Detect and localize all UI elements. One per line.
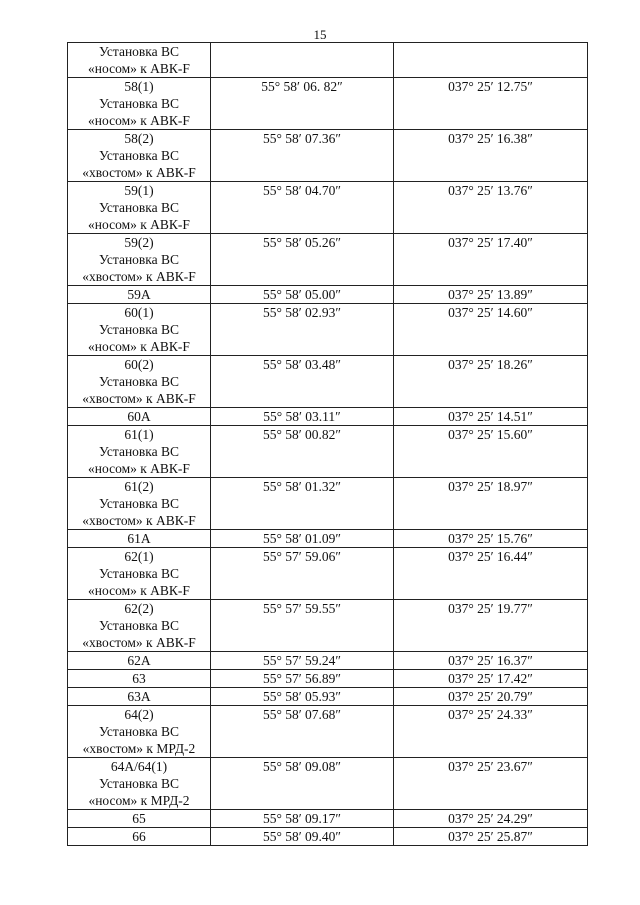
point-cell [68,130,211,182]
longitude-cell: 037° 25′ 19.77″ [394,600,588,652]
longitude-cell: 037° 25′ 24.33″ [394,706,588,758]
latitude-cell: 55° 57′ 56.89″ [211,670,394,688]
longitude-cell: 037° 25′ 17.40″ [394,234,588,286]
table-row [68,43,588,78]
point-cell [68,286,211,304]
point-cell [68,810,211,828]
point-label-line: 60(1) [124,305,154,320]
table-row [68,548,588,600]
point-label-line: Установка ВС [98,374,180,389]
latitude-cell: 55° 58′ 06. 82″ [211,78,394,130]
longitude-cell: 037° 25′ 16.44″ [394,548,588,600]
point-label-line: 65 [132,811,146,826]
longitude-cell: 037° 25′ 15.76″ [394,530,588,548]
table-row [68,706,588,758]
latitude-cell [211,43,394,78]
longitude-cell: 037° 25′ 14.60″ [394,304,588,356]
point-cell [68,530,211,548]
point-cell [68,43,211,78]
longitude-cell: 037° 25′ 18.26″ [394,356,588,408]
point-label-line: Установка ВС [98,322,180,337]
latitude-cell: 55° 58′ 01.09″ [211,530,394,548]
point-label-line: 64А/64(1) [110,759,168,774]
latitude-cell: 55° 57′ 59.24″ [211,652,394,670]
point-label-line: «хвостом» к АВК-F [82,269,196,284]
latitude-cell: 55° 57′ 59.55″ [211,600,394,652]
longitude-cell: 037° 25′ 16.38″ [394,130,588,182]
point-label-line: 60А [127,409,151,424]
table-row [68,304,588,356]
table-row [68,600,588,652]
longitude-cell: 037° 25′ 13.89″ [394,286,588,304]
point-label-line: Установка ВС [98,618,180,633]
point-cell [68,426,211,478]
point-label-line: 62(1) [124,549,154,564]
point-cell [68,408,211,426]
point-cell [68,182,211,234]
longitude-cell [394,43,588,78]
point-cell [68,478,211,530]
point-label-line: 64(2) [124,707,154,722]
longitude-cell: 037° 25′ 20.79″ [394,688,588,706]
point-label-line: «носом» к МРД-2 [88,793,190,808]
point-label-line: «носом» к АВК-F [88,583,190,598]
table-row [68,670,588,688]
point-label-line: 59(1) [124,183,154,198]
latitude-cell: 55° 57′ 59.06″ [211,548,394,600]
point-label-line: Установка ВС [98,252,180,267]
latitude-cell: 55° 58′ 09.40″ [211,828,394,846]
point-cell [68,548,211,600]
longitude-cell: 037° 25′ 13.76″ [394,182,588,234]
point-label-line: «хвостом» к АВК-F [82,513,196,528]
point-label-line: «носом» к АВК-F [88,339,190,354]
point-label-line: «носом» к АВК-F [88,461,190,476]
point-label-line: «носом» к АВК-F [88,217,190,232]
coordinates-table [67,42,588,846]
point-label-line: 61(2) [124,479,154,494]
latitude-cell: 55° 58′ 05.00″ [211,286,394,304]
point-label-line: 62(2) [124,601,154,616]
point-label-line: «хвостом» к АВК-F [82,635,196,650]
latitude-cell: 55° 58′ 05.93″ [211,688,394,706]
table-row [68,286,588,304]
latitude-cell: 55° 58′ 04.70″ [211,182,394,234]
latitude-cell: 55° 58′ 00.82″ [211,426,394,478]
table-row [68,478,588,530]
latitude-cell: 55° 58′ 09.17″ [211,810,394,828]
table-row [68,426,588,478]
page-number: 15 [313,27,327,42]
longitude-cell: 037° 25′ 25.87″ [394,828,588,846]
table-row [68,758,588,810]
longitude-cell: 037° 25′ 18.97″ [394,478,588,530]
point-label-line: «хвостом» к МРД-2 [82,741,196,756]
longitude-cell: 037° 25′ 23.67″ [394,758,588,810]
point-label-line: Установка ВС [98,496,180,511]
point-label-line: 58(1) [124,79,154,94]
table-row [68,78,588,130]
point-label-line: Установка ВС [98,44,180,59]
table-row [68,810,588,828]
point-label-line: 62А [127,653,151,668]
point-label-line: 63А [127,689,151,704]
point-cell [68,688,211,706]
point-label-line: Установка ВС [98,148,180,163]
point-label-line: «хвостом» к АВК-F [82,391,196,406]
longitude-cell: 037° 25′ 12.75″ [394,78,588,130]
point-cell [68,706,211,758]
table-row [68,652,588,670]
point-cell [68,758,211,810]
table-row [68,828,588,846]
point-cell [68,304,211,356]
point-cell [68,356,211,408]
table-row [68,408,588,426]
table-row [68,356,588,408]
point-label-line: 60(2) [124,357,154,372]
point-label-line: «хвостом» к АВК-F [82,165,196,180]
latitude-cell: 55° 58′ 05.26″ [211,234,394,286]
table-row [68,130,588,182]
longitude-cell: 037° 25′ 24.29″ [394,810,588,828]
latitude-cell: 55° 58′ 03.11″ [211,408,394,426]
point-label-line: 66 [132,829,146,844]
table-row [68,182,588,234]
table-row [68,688,588,706]
point-label-line: 61А [127,531,151,546]
point-cell [68,652,211,670]
point-cell [68,828,211,846]
point-cell [68,78,211,130]
longitude-cell: 037° 25′ 14.51″ [394,408,588,426]
point-label-line: 59А [127,287,151,302]
point-label-line: 63 [132,671,146,686]
point-label-line: Установка ВС [98,96,180,111]
point-label-line: 58(2) [124,131,154,146]
point-cell [68,670,211,688]
latitude-cell: 55° 58′ 03.48″ [211,356,394,408]
point-cell [68,600,211,652]
latitude-cell: 55° 58′ 07.36″ [211,130,394,182]
point-label-line: Установка ВС [98,200,180,215]
point-label-line: 59(2) [124,235,154,250]
point-label-line: «носом» к АВК-F [88,113,190,128]
latitude-cell: 55° 58′ 07.68″ [211,706,394,758]
longitude-cell: 037° 25′ 16.37″ [394,652,588,670]
coordinates-table-body [68,43,588,846]
table-row [68,530,588,548]
point-label-line: 61(1) [124,427,154,442]
longitude-cell: 037° 25′ 17.42″ [394,670,588,688]
point-label-line: Установка ВС [98,724,180,739]
point-cell [68,234,211,286]
latitude-cell: 55° 58′ 02.93″ [211,304,394,356]
point-label-line: Установка ВС [98,776,180,791]
longitude-cell: 037° 25′ 15.60″ [394,426,588,478]
point-label-line: Установка ВС [98,566,180,581]
latitude-cell: 55° 58′ 09.08″ [211,758,394,810]
latitude-cell: 55° 58′ 01.32″ [211,478,394,530]
point-label-line: Установка ВС [98,444,180,459]
point-label-line: «носом» к АВК-F [88,61,190,76]
table-row [68,234,588,286]
